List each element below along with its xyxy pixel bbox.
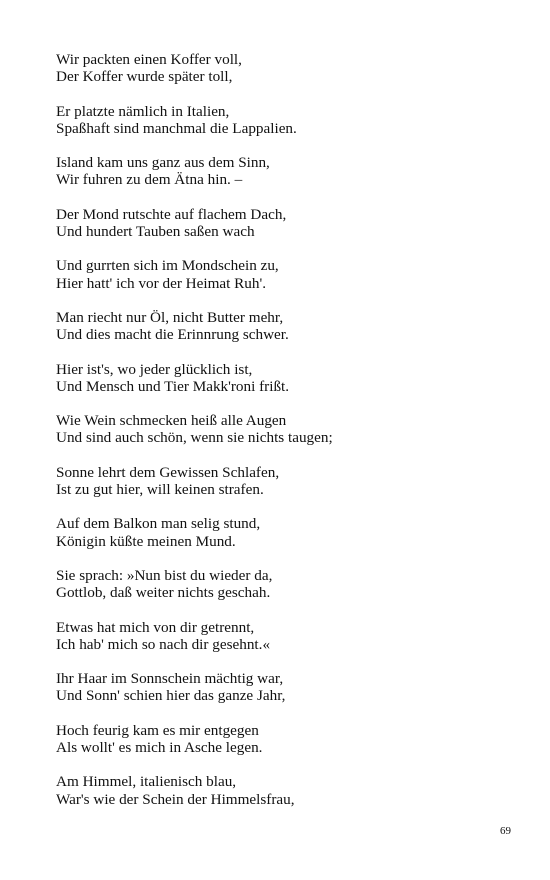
poem-line: Sonne lehrt dem Gewissen Schlafen, <box>56 463 280 481</box>
page-number: 69 <box>500 825 511 837</box>
poem-line: Ihr Haar im Sonnschein mächtig war, <box>56 670 284 688</box>
stanza-8 <box>56 412 516 447</box>
poem-line: Ist zu gut hier, will keinen strafen. <box>56 481 264 499</box>
stanza-9 <box>56 464 516 499</box>
stanza-1 <box>56 51 516 86</box>
poem-line: Hoch feurig kam es mir entgegen <box>56 721 259 739</box>
poem-line: Und Sonn' schien hier das ganze Jahr, <box>56 687 286 705</box>
stanza-4 <box>56 206 516 241</box>
stanza-14 <box>56 722 516 757</box>
stanza-3 <box>56 154 516 189</box>
poem-line: Auf dem Balkon man selig stund, <box>56 515 261 533</box>
stanza-15 <box>56 773 516 808</box>
poem-line: Als wollt' es mich in Asche legen. <box>56 739 263 757</box>
poem-line: Und sind auch schön, wenn sie nichts taugen; <box>56 429 333 447</box>
stanza-12 <box>56 619 516 654</box>
stanza-6 <box>56 309 516 344</box>
poem-line: Der Koffer wurde später toll, <box>56 68 233 86</box>
stanza-2 <box>56 103 516 138</box>
poem-line: Wie Wein schmecken heiß alle Augen <box>56 412 287 430</box>
stanza-10 <box>56 515 516 550</box>
poem-line: Er platzte nämlich in Italien, <box>56 102 230 120</box>
poem-line: Königin küßte meinen Mund. <box>56 532 236 550</box>
poem-line: Gottlob, daß weiter nichts geschah. <box>56 584 271 602</box>
poem-line: Spaßhaft sind manchmal die Lappalien. <box>56 119 297 137</box>
poem-line: Island kam uns ganz aus dem Sinn, <box>56 154 270 172</box>
poem-line: Am Himmel, italienisch blau, <box>56 773 237 791</box>
poem-line: Hier hatt' ich vor der Heimat Ruh'. <box>56 274 267 292</box>
stanza-5 <box>56 257 516 292</box>
poem-line: Ich hab' mich so nach dir gesehnt.« <box>56 635 271 653</box>
poem-line: Hier ist's, wo jeder glücklich ist, <box>56 360 253 378</box>
poem-line: Sie sprach: »Nun bist du wieder da, <box>56 566 273 584</box>
poem-line: Man riecht nur Öl, nicht Butter mehr, <box>56 308 284 326</box>
poem-line: Und dies macht die Erinnrung schwer. <box>56 326 289 344</box>
poem-line: Der Mond rutschte auf flachem Dach, <box>56 205 287 223</box>
poem-line: War's wie der Schein der Himmelsfrau, <box>56 790 295 808</box>
poem-line: Und Mensch und Tier Makk'roni frißt. <box>56 377 290 395</box>
poem-text-block <box>56 51 516 825</box>
stanza-11 <box>56 567 516 602</box>
poem-line: Etwas hat mich von dir getrennt, <box>56 618 255 636</box>
poem-line: Und gurrten sich im Mondschein zu, <box>56 257 279 275</box>
poem-line: Wir packten einen Koffer voll, <box>56 51 242 68</box>
poem-line: Und hundert Tauben saßen wach <box>56 223 255 241</box>
poem-line: Wir fuhren zu dem Ätna hin. – <box>56 171 243 189</box>
stanza-7 <box>56 361 516 396</box>
stanza-13 <box>56 670 516 705</box>
